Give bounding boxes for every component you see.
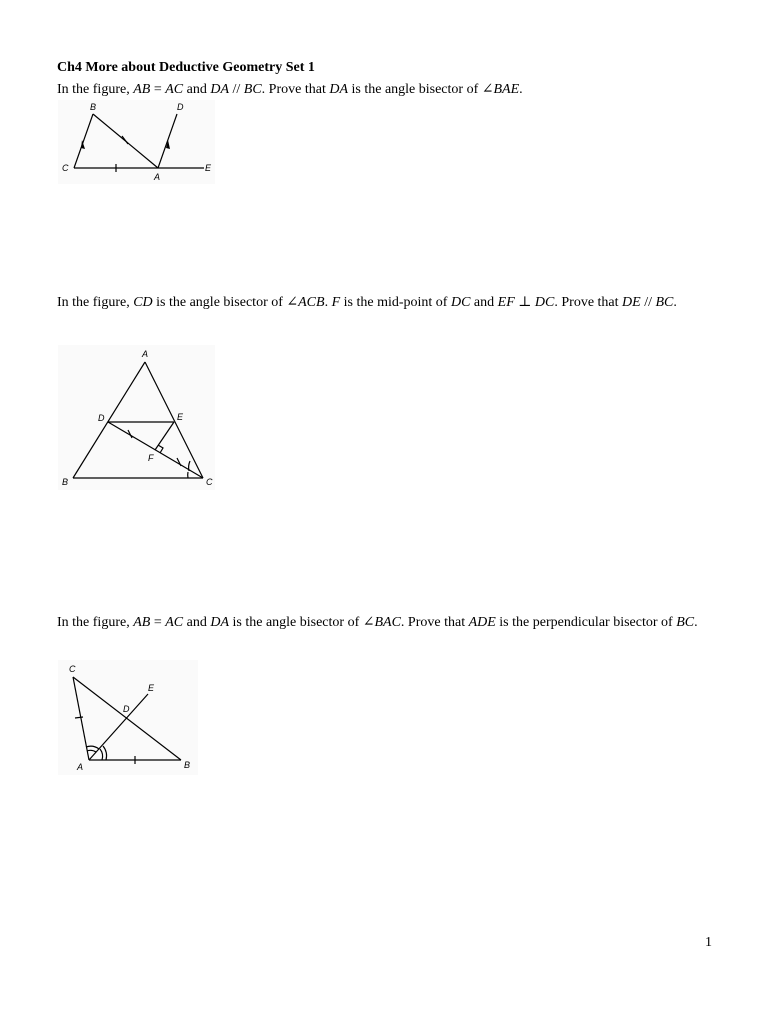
text-run: . bbox=[519, 82, 523, 97]
math-variable: BC bbox=[676, 615, 695, 630]
math-variable: ACB bbox=[298, 295, 325, 310]
math-variable: BAE bbox=[493, 82, 520, 97]
label-c: C bbox=[206, 477, 213, 487]
math-variable: DA bbox=[329, 82, 348, 97]
question-1-text bbox=[57, 79, 717, 100]
page-title: Ch4 More about Deductive Geometry Set 1 bbox=[57, 60, 315, 75]
segment-ef bbox=[155, 422, 174, 450]
text-run: . bbox=[324, 295, 332, 310]
text-run: // bbox=[640, 295, 656, 310]
label-e: E bbox=[205, 163, 212, 173]
side-ab bbox=[73, 362, 145, 478]
math-variable: DC bbox=[450, 295, 471, 310]
math-variable: F bbox=[331, 295, 341, 310]
text-run: is the angle bisector of ∠ bbox=[152, 295, 299, 310]
question-3-text bbox=[57, 612, 717, 633]
label-f: F bbox=[148, 453, 154, 463]
label-c: C bbox=[69, 664, 76, 674]
math-variable: BC bbox=[655, 295, 674, 310]
figure-1-diagram bbox=[58, 100, 215, 184]
text-run: In the figure, bbox=[57, 82, 134, 97]
text-run: . Prove that bbox=[400, 615, 469, 630]
math-variable: BAC bbox=[374, 615, 401, 630]
label-d: D bbox=[98, 413, 105, 423]
segment-ae bbox=[89, 694, 148, 760]
text-run: and bbox=[470, 295, 498, 310]
text-run: In the figure, bbox=[57, 295, 134, 310]
label-e: E bbox=[177, 412, 184, 422]
math-variable: DA bbox=[210, 82, 229, 97]
text-run: . Prove that bbox=[554, 295, 623, 310]
math-variable: BC bbox=[243, 82, 262, 97]
label-c: C bbox=[62, 163, 69, 173]
label-d: D bbox=[123, 704, 130, 714]
math-variable: AC bbox=[165, 82, 184, 97]
text-run: is the perpendicular bisector of bbox=[495, 615, 677, 630]
text-run: is the angle bisector of ∠ bbox=[348, 82, 494, 97]
math-variable: AB bbox=[133, 615, 151, 630]
text-run: and bbox=[183, 615, 211, 630]
text-run: = bbox=[150, 615, 166, 630]
label-d: D bbox=[177, 102, 184, 112]
page-number: 1 bbox=[705, 935, 712, 950]
label-a: A bbox=[77, 762, 84, 772]
text-run: In the figure, bbox=[57, 615, 134, 630]
math-variable: DC bbox=[534, 295, 555, 310]
figure-1 bbox=[58, 100, 215, 184]
text-run: . bbox=[673, 295, 677, 310]
figure-3 bbox=[58, 660, 198, 775]
segment-ad bbox=[158, 114, 177, 168]
figure-2-diagram bbox=[58, 345, 215, 490]
question-2-text bbox=[57, 292, 717, 313]
angle-arc-3 bbox=[100, 749, 103, 760]
text-run: // bbox=[229, 82, 244, 97]
math-variable: ADE bbox=[468, 615, 496, 630]
tick-fc bbox=[177, 458, 181, 466]
label-a: A bbox=[142, 349, 149, 359]
text-run: is the mid-point of bbox=[340, 295, 451, 310]
angle-arc-1 bbox=[189, 461, 190, 471]
tick-ab bbox=[122, 136, 128, 144]
math-variable: AB bbox=[133, 82, 151, 97]
text-run: and bbox=[183, 82, 211, 97]
math-variable: CD bbox=[133, 295, 153, 310]
label-b: B bbox=[62, 477, 69, 487]
tick-ca bbox=[75, 717, 83, 718]
math-variable: DA bbox=[210, 615, 229, 630]
side-cb bbox=[73, 677, 181, 760]
text-run: is the angle bisector of ∠ bbox=[229, 615, 375, 630]
math-variable: EF bbox=[497, 295, 515, 310]
math-variable: AC bbox=[165, 615, 184, 630]
math-variable: DE bbox=[622, 295, 641, 310]
text-run: = bbox=[150, 82, 166, 97]
angle-arc-4 bbox=[103, 746, 107, 760]
text-run: . Prove that bbox=[261, 82, 330, 97]
angle-arc-1 bbox=[87, 750, 96, 752]
text-run: . bbox=[694, 615, 698, 630]
label-e: E bbox=[148, 683, 155, 693]
segment-cb bbox=[74, 114, 93, 168]
label-b: B bbox=[90, 102, 97, 112]
label-a: A bbox=[154, 172, 161, 182]
text-run: ⊥ bbox=[514, 295, 535, 310]
label-b: B bbox=[184, 760, 191, 770]
angle-arc-2 bbox=[86, 746, 99, 749]
figure-3-diagram bbox=[58, 660, 198, 775]
figure-2 bbox=[58, 345, 215, 490]
